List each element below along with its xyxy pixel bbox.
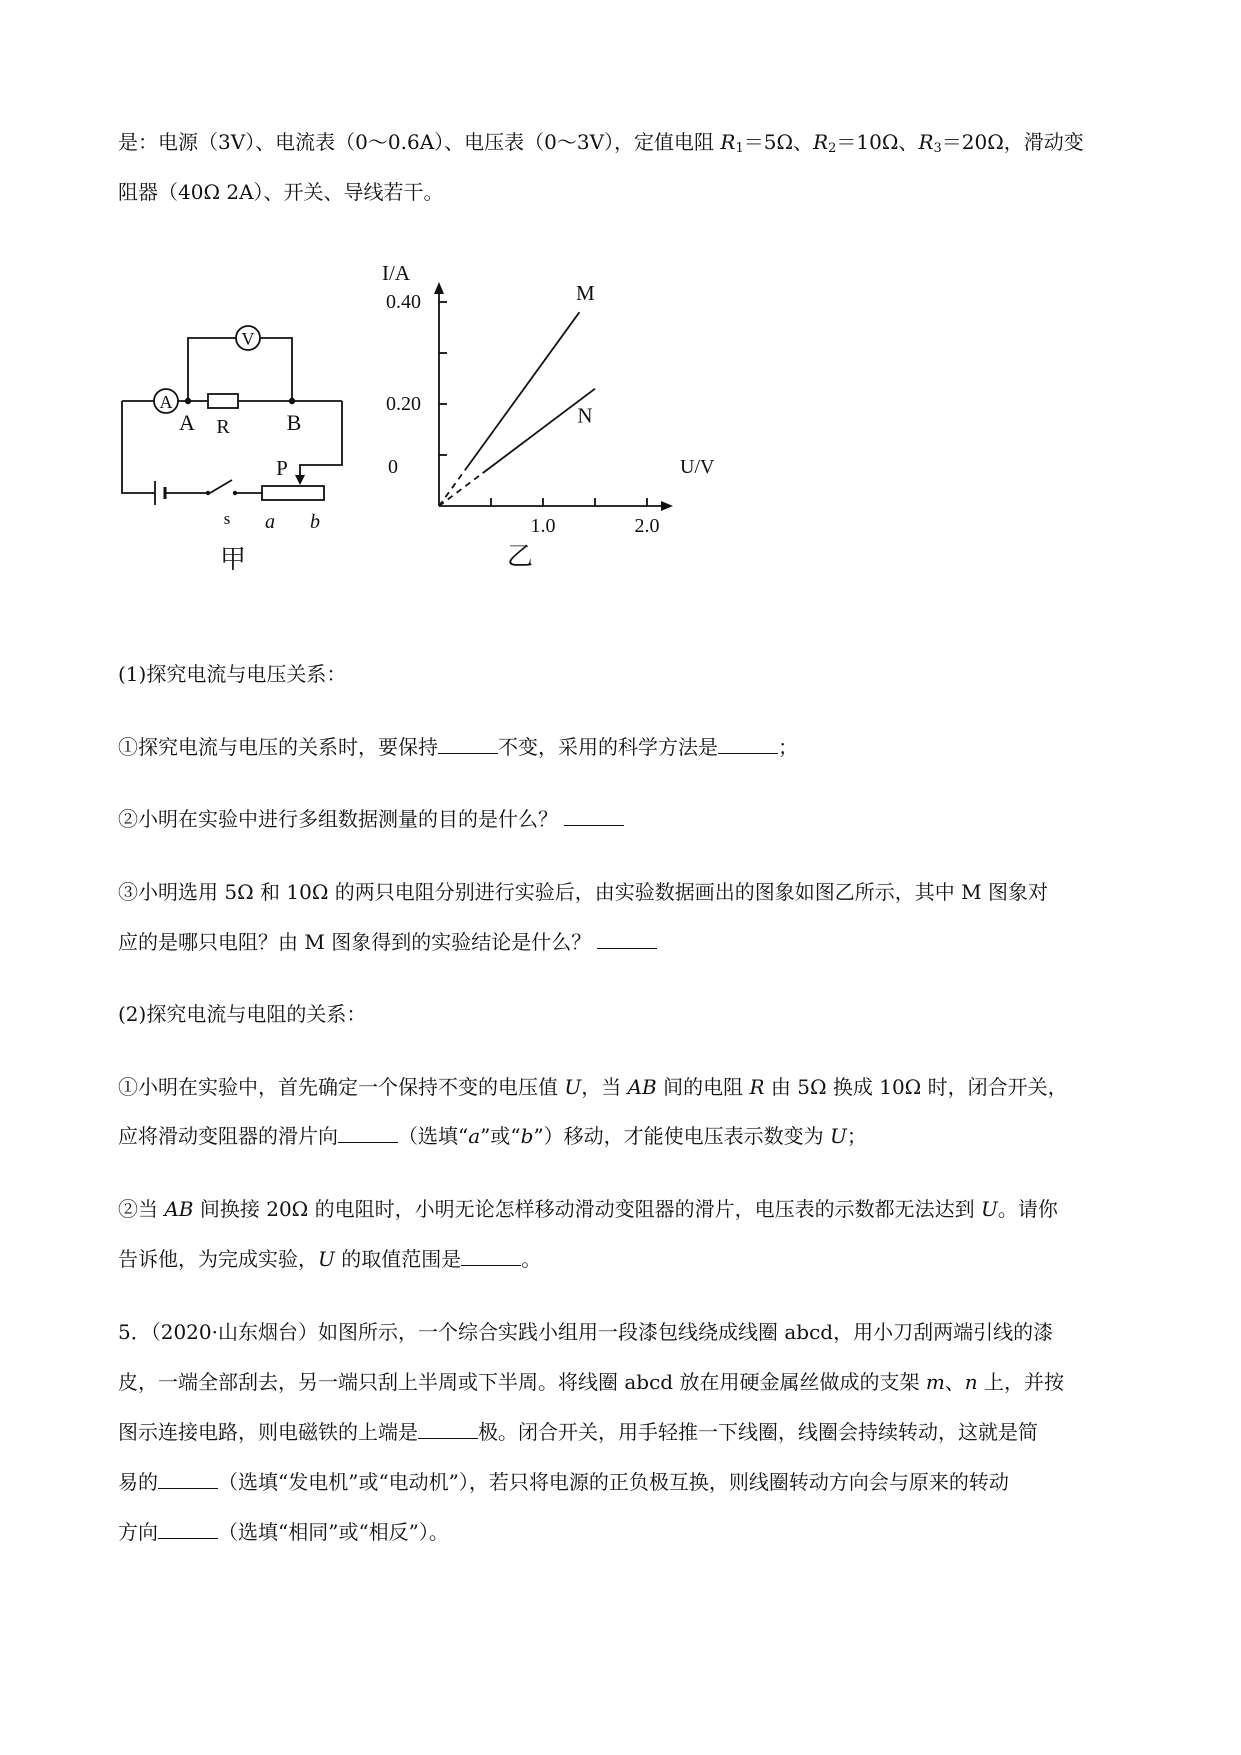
answer-blank[interactable] (718, 733, 778, 754)
text: 告诉他，为完成实验， (118, 1247, 318, 1271)
text: 上，并按 (977, 1370, 1065, 1394)
ammeter-label: A (159, 392, 173, 412)
text: ”）移动，才能使电压表示数变为 (533, 1124, 831, 1148)
text: 应的是哪只电阻？由 M 图象得到的实验结论是什么？ (118, 930, 592, 954)
text: ②小明在实验中进行多组数据测量的目的是什么？ (118, 807, 558, 831)
q5-line4 (118, 1468, 1009, 1496)
text: （选填“ (398, 1124, 469, 1148)
subscript: 2 (828, 141, 837, 156)
part1-q3-line2 (118, 928, 657, 956)
symbol-n: n (964, 1370, 978, 1394)
text: 极。闭合开关，用手轻推一下线圈，线圈会持续转动，这就是简 (478, 1420, 1038, 1444)
text: 图示连接电路，则电磁铁的上端是 (118, 1420, 418, 1444)
answer-blank[interactable] (418, 1418, 478, 1439)
text: ； (778, 735, 798, 759)
text: 方向 (118, 1520, 158, 1544)
symbol-ab: AB (164, 1197, 194, 1221)
text: ，当 (581, 1075, 628, 1099)
part1-q2 (118, 805, 624, 833)
text: 间的电阻 (656, 1075, 750, 1099)
intro-line-1 (118, 128, 1084, 163)
text: ＝20Ω，滑动变 (941, 130, 1084, 154)
end-a-label: a (265, 511, 275, 533)
symbol-b: b (520, 1124, 534, 1148)
symbol-u: U (318, 1247, 335, 1271)
origin-label: 0 (388, 456, 398, 478)
series-n-line (483, 389, 595, 473)
text: ②当 (118, 1197, 165, 1221)
symbol-ab: AB (627, 1075, 657, 1099)
y-tick-label: 0.20 (386, 393, 421, 415)
q5-line3 (118, 1418, 1038, 1446)
answer-blank[interactable] (564, 805, 624, 826)
series-n-dashed (439, 473, 483, 506)
text: 。 (521, 1247, 542, 1271)
iu-graph (360, 261, 715, 585)
part1-q1 (118, 733, 798, 761)
subscript: 3 (933, 141, 942, 156)
symbol-r: R (749, 1075, 765, 1099)
text: ； (846, 1124, 867, 1148)
y-axis-label: I/A (382, 261, 410, 285)
text: 不变，采用的科学方法是 (498, 735, 718, 759)
q5-line2 (118, 1368, 1064, 1396)
resistor-r (208, 394, 238, 408)
q5-line1: 5．（2020·山东烟台）如图所示，一个综合实践小组用一段漆包线绕成线圈 abcd，用小刀刮两端引线的漆 (118, 1320, 1054, 1344)
symbol-u: U (980, 1197, 998, 1221)
text: 由 5Ω 换成 10Ω 时，闭合开关， (764, 1075, 1068, 1099)
text: 间换接 20Ω 的电阻时，小明无论怎样移动滑动变阻器的滑片，电压表的示数都无法达到 (193, 1197, 981, 1221)
answer-blank[interactable] (158, 1468, 218, 1489)
series-m-line (467, 312, 579, 467)
slider-label: P (276, 456, 288, 480)
series-n-label: N (577, 403, 593, 428)
text: 易的 (118, 1470, 158, 1494)
end-b-label: b (310, 511, 320, 533)
switch-pivot (206, 491, 210, 495)
answer-blank[interactable] (158, 1518, 218, 1539)
text: 皮，一端全部刮去，另一端只刮上半周或下半周。将线圈 abcd 放在用硬金属丝做成的支架 (118, 1370, 926, 1394)
symbol-r3: R (918, 130, 934, 154)
node-a-dot (185, 398, 191, 404)
figure-caption-jia: 甲 (219, 545, 247, 575)
x-tick-label: 1.0 (530, 515, 556, 537)
switch-label: s (223, 509, 231, 528)
text: （选填“发电机”或“电动机”），若只将电源的正负极互换，则线圈转动方向会与原来的转动 (218, 1470, 1009, 1494)
slider-arrow (295, 475, 305, 485)
intro-line-2: 阻器（40Ω 2A）、开关、导线若干。 (118, 180, 444, 204)
answer-blank[interactable] (597, 928, 657, 949)
text: ＝5Ω、 (743, 130, 814, 154)
resistor-label: R (216, 416, 230, 438)
q5-line5 (118, 1518, 449, 1546)
part2-q1-line1 (118, 1073, 1068, 1101)
voltmeter-label: V (241, 329, 255, 349)
text: ①探究电流与电压的关系时，要保持 (118, 735, 438, 759)
x-axis-arrow (661, 501, 673, 511)
text: （选填“相同”或“相反”）。 (218, 1520, 449, 1544)
node-b-label: B (286, 410, 302, 435)
text: ①小明在实验中，首先确定一个保持不变的电压值 (118, 1075, 565, 1099)
rheostat (262, 486, 324, 500)
symbol-r2: R (813, 130, 829, 154)
figure-caption-yi: 乙 (506, 542, 534, 572)
series-m-dashed (439, 467, 467, 506)
part1-title: (1)探究电流与电压关系： (118, 662, 347, 686)
y-axis-arrow (434, 282, 444, 294)
symbol-u: U (564, 1075, 582, 1099)
text: 、 (944, 1370, 965, 1394)
x-axis-label: U/V (680, 456, 715, 478)
part2-q1-line2 (118, 1122, 867, 1150)
symbol-r1: R (720, 130, 736, 154)
node-b-dot (289, 398, 295, 404)
text: 。请你 (997, 1197, 1058, 1221)
symbol-m: m (925, 1370, 945, 1394)
node-a-label: A (179, 410, 195, 435)
answer-blank[interactable] (438, 733, 498, 754)
text: ”或“ (480, 1124, 521, 1148)
answer-blank[interactable] (461, 1245, 521, 1266)
text: 的取值范围是 (334, 1247, 462, 1271)
series-m-label: M (576, 281, 595, 306)
y-tick-label: 0.40 (386, 291, 421, 313)
switch-contact (233, 491, 237, 495)
text: 是：电源（3V）、电流表（0～0.6A）、电压表（0～3V），定值电阻 (118, 130, 721, 154)
part2-title: (2)探究电流与电阻的关系： (118, 1002, 367, 1026)
subscript: 1 (735, 141, 744, 156)
symbol-u: U (830, 1124, 847, 1148)
text: 应将滑动变阻器的滑片向 (118, 1124, 338, 1148)
part2-q2-line2 (118, 1245, 541, 1273)
part1-q3-line1: ③小明选用 5Ω 和 10Ω 的两只电阻分别进行实验后，由实验数据画出的图象如图乙所示，其中 M 图象对 (118, 880, 1048, 904)
answer-blank[interactable] (338, 1122, 398, 1143)
symbol-a: a (468, 1124, 481, 1148)
circuit-diagram (110, 300, 360, 585)
part2-q2-line1 (118, 1195, 1058, 1223)
x-tick-label: 2.0 (634, 515, 660, 537)
text: ＝10Ω、 (836, 130, 919, 154)
